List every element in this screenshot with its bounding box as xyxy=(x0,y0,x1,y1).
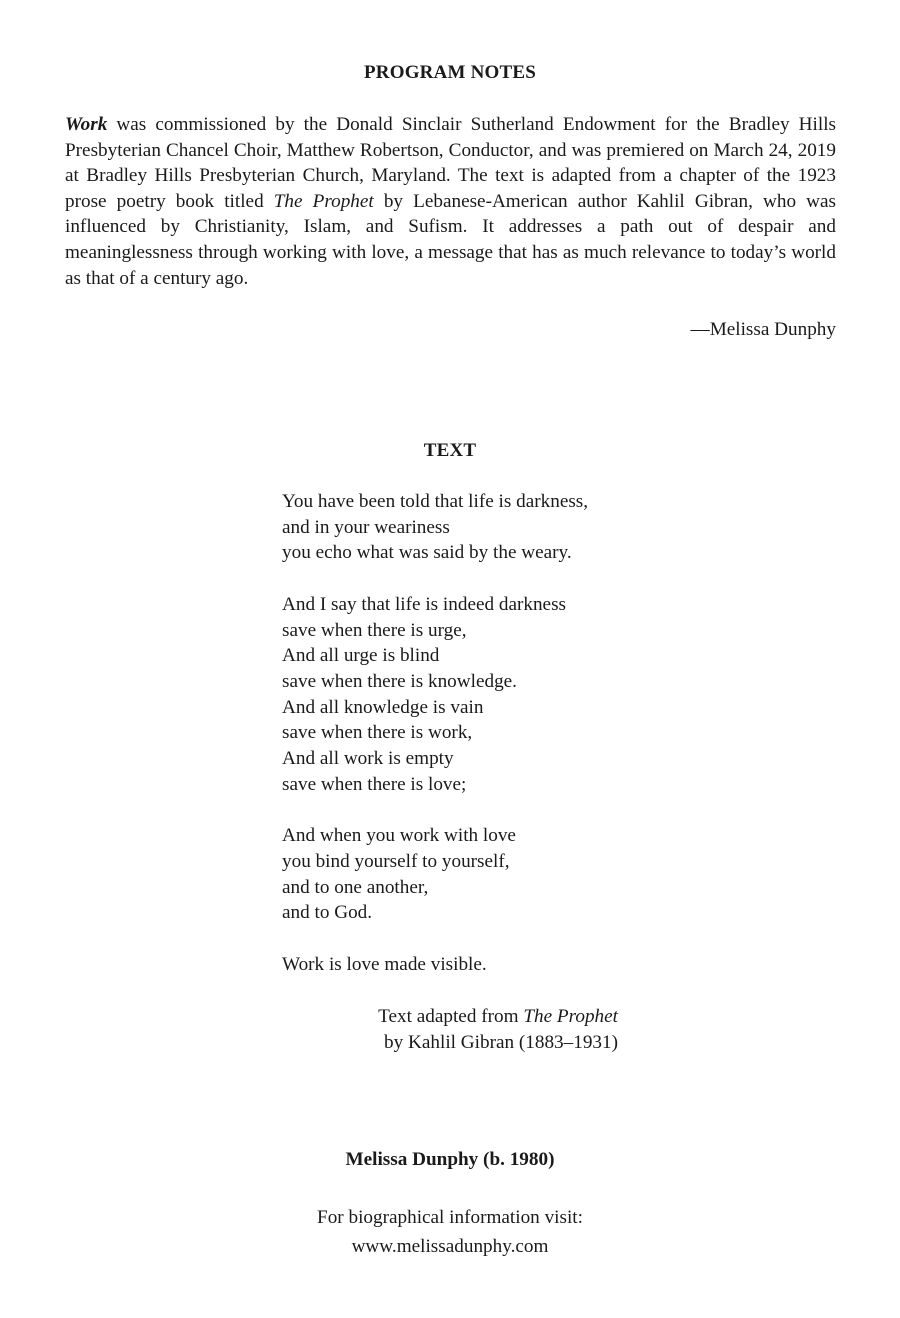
poem-line: save when there is love; xyxy=(282,773,467,795)
program-notes-paragraph xyxy=(65,112,836,291)
poem-stanza xyxy=(282,592,702,798)
poem-text xyxy=(282,489,702,1003)
poem-line: save when there is work, xyxy=(282,722,473,744)
attribution-prefix: Text adapted from xyxy=(378,1006,524,1027)
poem-line: you echo what was said by the weary. xyxy=(282,542,572,564)
text-heading: TEXT xyxy=(423,440,477,461)
poem-line: save when there is knowledge. xyxy=(282,670,517,692)
poem-line: And all knowledge is vain xyxy=(282,696,484,718)
work-title: Work xyxy=(65,114,108,135)
bio-label: For biographical information visit: xyxy=(317,1207,583,1228)
poem-line: and to God. xyxy=(282,902,373,924)
poem-line: And I say that life is indeed darkness xyxy=(282,593,567,615)
notes-text-part1: was commissioned by the Donald Sinclair Sutherland Endowment for the Bradley Hills Presbyterian Chancel Choir, Matthew Robertson, Conductor, and was premiered on March 24, 2019 at Bradley Hills Presbyterian Church, Maryland. The text is adapted from a chapter of the 1923 prose poetry book titled xyxy=(65,114,836,212)
attribution-line-1 xyxy=(300,1004,618,1030)
book-title: The Prophet xyxy=(273,190,374,212)
poem-line: And all urge is blind xyxy=(282,645,440,667)
poem-line: save when there is urge, xyxy=(282,619,467,641)
poem-line: and to one another, xyxy=(282,876,429,898)
program-notes-heading: PROGRAM NOTES xyxy=(363,62,537,83)
notes-text-part2: by Lebanese-American author Kahlil Gibran, who was influenced by Christianity, Islam, and Sufism. It addresses a path out of despair and meaninglessness through working with love, a message that has as much relevance to today’s world as that of a century ago. xyxy=(65,190,836,289)
notes-signature: —Melissa Dunphy xyxy=(690,319,836,340)
composer-name: Melissa Dunphy (b. 1980) xyxy=(345,1149,555,1170)
poem-stanza xyxy=(282,952,702,978)
attribution-line-2: by Kahlil Gibran (1883–1931) xyxy=(384,1031,618,1053)
poem-line: You have been told that life is darkness, xyxy=(282,491,589,512)
poem-line: And when you work with love xyxy=(282,825,516,847)
poem-line: and in your weariness xyxy=(282,516,450,538)
poem-stanza xyxy=(282,823,702,926)
composer-bio xyxy=(0,1203,900,1261)
poem-line: Work is love made visible. xyxy=(282,953,487,975)
text-attribution xyxy=(300,1004,618,1055)
composer-website-link[interactable]: www.melissadunphy.com xyxy=(351,1236,549,1257)
poem-stanza xyxy=(282,489,702,566)
poem-line: you bind yourself to yourself, xyxy=(282,850,510,872)
attribution-book-title: The Prophet xyxy=(523,1006,618,1027)
poem-line: And all work is empty xyxy=(282,748,454,770)
